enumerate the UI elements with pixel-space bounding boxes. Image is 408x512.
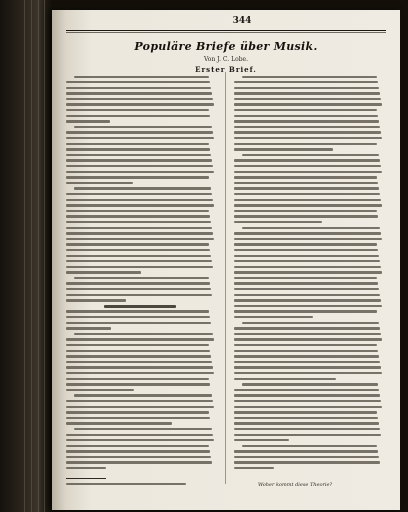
article-title: Populäre Briefe über Musik. <box>134 40 318 53</box>
header-rule-secondary <box>66 32 386 33</box>
footnote <box>66 478 218 488</box>
page-number: 344 <box>232 16 252 26</box>
column-divider <box>225 72 226 484</box>
text-column-left <box>66 74 218 486</box>
section-heading: Erster Brief. <box>195 65 257 74</box>
book-page <box>52 10 400 510</box>
page-stack-edge <box>44 0 45 512</box>
text-line <box>234 466 386 472</box>
page-stack-edge <box>38 0 39 512</box>
text-column-right <box>234 74 386 486</box>
footnote-line <box>66 481 218 487</box>
catchword: Woher kommt diese Theorie? <box>258 482 333 488</box>
header-rule <box>66 30 386 31</box>
page-stack-edge <box>31 0 32 512</box>
page-stack-edge <box>24 0 25 512</box>
footnote-rule <box>66 478 106 479</box>
text-line <box>66 466 218 472</box>
article-byline: Von J. C. Lobe. <box>203 56 248 63</box>
